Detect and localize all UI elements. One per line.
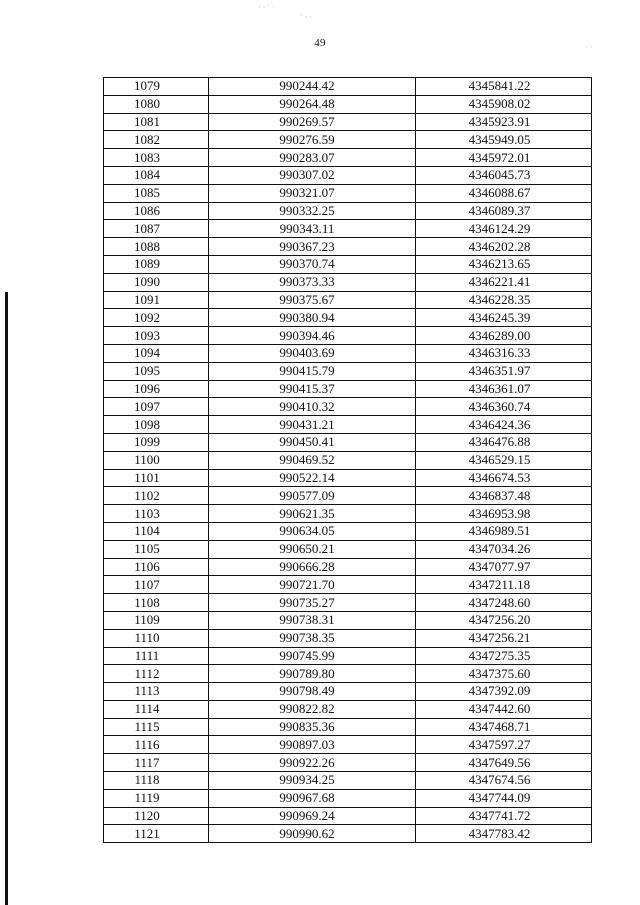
table-row [104,166,592,184]
x-coordinate-cell: 990934.25 [209,772,416,790]
point-number-cell: 1106 [104,558,209,576]
table-row [104,647,592,665]
y-coordinate-cell: 4346089.37 [416,202,592,220]
table-row [104,202,592,220]
point-number-cell: 1110 [104,629,209,647]
y-coordinate-cell: 4347275.35 [416,647,592,665]
table-row [104,772,592,790]
point-number-cell: 1093 [104,327,209,345]
table-row [104,273,592,291]
x-coordinate-cell: 990283.07 [209,149,416,167]
table-row [104,255,592,273]
y-coordinate-cell: 4347034.26 [416,540,592,558]
y-coordinate-cell: 4346361.07 [416,380,592,398]
x-coordinate-cell: 990431.21 [209,416,416,434]
point-number-cell: 1095 [104,362,209,380]
x-coordinate-cell: 990922.26 [209,754,416,772]
x-coordinate-cell: 990410.32 [209,398,416,416]
coordinates-table-body [104,78,592,843]
table-row [104,344,592,362]
point-number-cell: 1116 [104,736,209,754]
page-number: 49 [314,37,326,49]
y-coordinate-cell: 4346837.48 [416,487,592,505]
point-number-cell: 1101 [104,469,209,487]
table-row [104,789,592,807]
table-row [104,78,592,96]
table-row [104,327,592,345]
x-coordinate-cell: 990367.23 [209,238,416,256]
y-coordinate-cell: 4347468.71 [416,718,592,736]
point-number-cell: 1108 [104,594,209,612]
point-number-cell: 1096 [104,380,209,398]
y-coordinate-cell: 4346953.98 [416,505,592,523]
table-row [104,469,592,487]
table-row [104,594,592,612]
table-row [104,416,592,434]
y-coordinate-cell: 4346360.74 [416,398,592,416]
point-number-cell: 1111 [104,647,209,665]
y-coordinate-cell: 4347442.60 [416,700,592,718]
x-coordinate-cell: 990450.41 [209,433,416,451]
x-coordinate-cell: 990394.46 [209,327,416,345]
y-coordinate-cell: 4345972.01 [416,149,592,167]
x-coordinate-cell: 990745.99 [209,647,416,665]
point-number-cell: 1087 [104,220,209,238]
x-coordinate-cell: 990735.27 [209,594,416,612]
x-coordinate-cell: 990621.35 [209,505,416,523]
scan-edge-bar [5,292,8,905]
table-row [104,309,592,327]
point-number-cell: 1091 [104,291,209,309]
y-coordinate-cell: 4347392.09 [416,683,592,701]
table-row [104,665,592,683]
y-coordinate-cell: 4347597.27 [416,736,592,754]
x-coordinate-cell: 990307.02 [209,166,416,184]
y-coordinate-cell: 4347741.72 [416,807,592,825]
y-coordinate-cell: 4345908.02 [416,95,592,113]
point-number-cell: 1098 [104,416,209,434]
table-row [104,558,592,576]
y-coordinate-cell: 4347248.60 [416,594,592,612]
x-coordinate-cell: 990375.67 [209,291,416,309]
y-coordinate-cell: 4347783.42 [416,825,592,843]
y-coordinate-cell: 4346529.15 [416,451,592,469]
x-coordinate-cell: 990264.48 [209,95,416,113]
point-number-cell: 1107 [104,576,209,594]
point-number-cell: 1119 [104,789,209,807]
x-coordinate-cell: 990967.68 [209,789,416,807]
table-row [104,540,592,558]
table-row [104,95,592,113]
x-coordinate-cell: 990469.52 [209,451,416,469]
point-number-cell: 1089 [104,255,209,273]
x-coordinate-cell: 990332.25 [209,202,416,220]
scan-speckle-top: · · ˙ · [258,3,275,12]
table-row [104,683,592,701]
x-coordinate-cell: 990650.21 [209,540,416,558]
point-number-cell: 1097 [104,398,209,416]
y-coordinate-cell: 4347744.09 [416,789,592,807]
table-row [104,807,592,825]
point-number-cell: 1094 [104,344,209,362]
point-number-cell: 1086 [104,202,209,220]
table-row [104,629,592,647]
x-coordinate-cell: 990577.09 [209,487,416,505]
point-number-cell: 1090 [104,273,209,291]
y-coordinate-cell: 4346124.29 [416,220,592,238]
table-row [104,505,592,523]
x-coordinate-cell: 990798.49 [209,683,416,701]
table-row [104,113,592,131]
point-number-cell: 1085 [104,184,209,202]
x-coordinate-cell: 990321.07 [209,184,416,202]
point-number-cell: 1114 [104,700,209,718]
table-row [104,220,592,238]
x-coordinate-cell: 990666.28 [209,558,416,576]
y-coordinate-cell: 4347674.56 [416,772,592,790]
y-coordinate-cell: 4346351.97 [416,362,592,380]
point-number-cell: 1079 [104,78,209,96]
point-number-cell: 1118 [104,772,209,790]
table-row [104,184,592,202]
x-coordinate-cell: 990276.59 [209,131,416,149]
table-row [104,380,592,398]
table-row [104,131,592,149]
y-coordinate-cell: 4346674.53 [416,469,592,487]
table-row [104,451,592,469]
x-coordinate-cell: 990990.62 [209,825,416,843]
x-coordinate-cell: 990415.79 [209,362,416,380]
point-number-cell: 1102 [104,487,209,505]
x-coordinate-cell: 990403.69 [209,344,416,362]
table-row [104,433,592,451]
point-number-cell: 1084 [104,166,209,184]
point-number-cell: 1081 [104,113,209,131]
x-coordinate-cell: 990721.70 [209,576,416,594]
table-row [104,718,592,736]
table-row [104,238,592,256]
x-coordinate-cell: 990969.24 [209,807,416,825]
y-coordinate-cell: 4346202.28 [416,238,592,256]
point-number-cell: 1103 [104,505,209,523]
y-coordinate-cell: 4346088.67 [416,184,592,202]
x-coordinate-cell: 990244.42 [209,78,416,96]
point-number-cell: 1083 [104,149,209,167]
x-coordinate-cell: 990373.33 [209,273,416,291]
x-coordinate-cell: 990835.36 [209,718,416,736]
table-row [104,362,592,380]
table-row [104,576,592,594]
point-number-cell: 1092 [104,309,209,327]
y-coordinate-cell: 4346476.88 [416,433,592,451]
table-row [104,291,592,309]
y-coordinate-cell: 4347256.21 [416,629,592,647]
y-coordinate-cell: 4346316.33 [416,344,592,362]
table-row [104,398,592,416]
x-coordinate-cell: 990370.74 [209,255,416,273]
x-coordinate-cell: 990343.11 [209,220,416,238]
point-number-cell: 1082 [104,131,209,149]
point-number-cell: 1100 [104,451,209,469]
coordinates-table [103,77,592,843]
table-row [104,487,592,505]
x-coordinate-cell: 990897.03 [209,736,416,754]
y-coordinate-cell: 4346228.35 [416,291,592,309]
y-coordinate-cell: 4346989.51 [416,522,592,540]
table-row [104,522,592,540]
point-number-cell: 1099 [104,433,209,451]
y-coordinate-cell: 4345949.05 [416,131,592,149]
table-row [104,149,592,167]
point-number-cell: 1117 [104,754,209,772]
y-coordinate-cell: 4347375.60 [416,665,592,683]
point-number-cell: 1115 [104,718,209,736]
table-row [104,754,592,772]
y-coordinate-cell: 4347256.20 [416,611,592,629]
table-row [104,611,592,629]
point-number-cell: 1104 [104,522,209,540]
scan-speckle-top-right: · · [585,43,593,52]
y-coordinate-cell: 4347077.97 [416,558,592,576]
table-row [104,700,592,718]
x-coordinate-cell: 990738.35 [209,629,416,647]
point-number-cell: 1121 [104,825,209,843]
y-coordinate-cell: 4345923.91 [416,113,592,131]
point-number-cell: 1080 [104,95,209,113]
point-number-cell: 1113 [104,683,209,701]
scan-speckle-top-center: ˙ · · [300,13,312,22]
x-coordinate-cell: 990269.57 [209,113,416,131]
y-coordinate-cell: 4346213.65 [416,255,592,273]
y-coordinate-cell: 4346424.36 [416,416,592,434]
y-coordinate-cell: 4346245.39 [416,309,592,327]
y-coordinate-cell: 4345841.22 [416,78,592,96]
point-number-cell: 1112 [104,665,209,683]
y-coordinate-cell: 4346289.00 [416,327,592,345]
x-coordinate-cell: 990522.14 [209,469,416,487]
point-number-cell: 1120 [104,807,209,825]
x-coordinate-cell: 990415.37 [209,380,416,398]
x-coordinate-cell: 990738.31 [209,611,416,629]
point-number-cell: 1105 [104,540,209,558]
table-row [104,736,592,754]
table-row [104,825,592,843]
x-coordinate-cell: 990380.94 [209,309,416,327]
x-coordinate-cell: 990789.80 [209,665,416,683]
y-coordinate-cell: 4347649.56 [416,754,592,772]
x-coordinate-cell: 990634.05 [209,522,416,540]
point-number-cell: 1088 [104,238,209,256]
y-coordinate-cell: 4346221.41 [416,273,592,291]
x-coordinate-cell: 990822.82 [209,700,416,718]
y-coordinate-cell: 4347211.18 [416,576,592,594]
point-number-cell: 1109 [104,611,209,629]
y-coordinate-cell: 4346045.73 [416,166,592,184]
